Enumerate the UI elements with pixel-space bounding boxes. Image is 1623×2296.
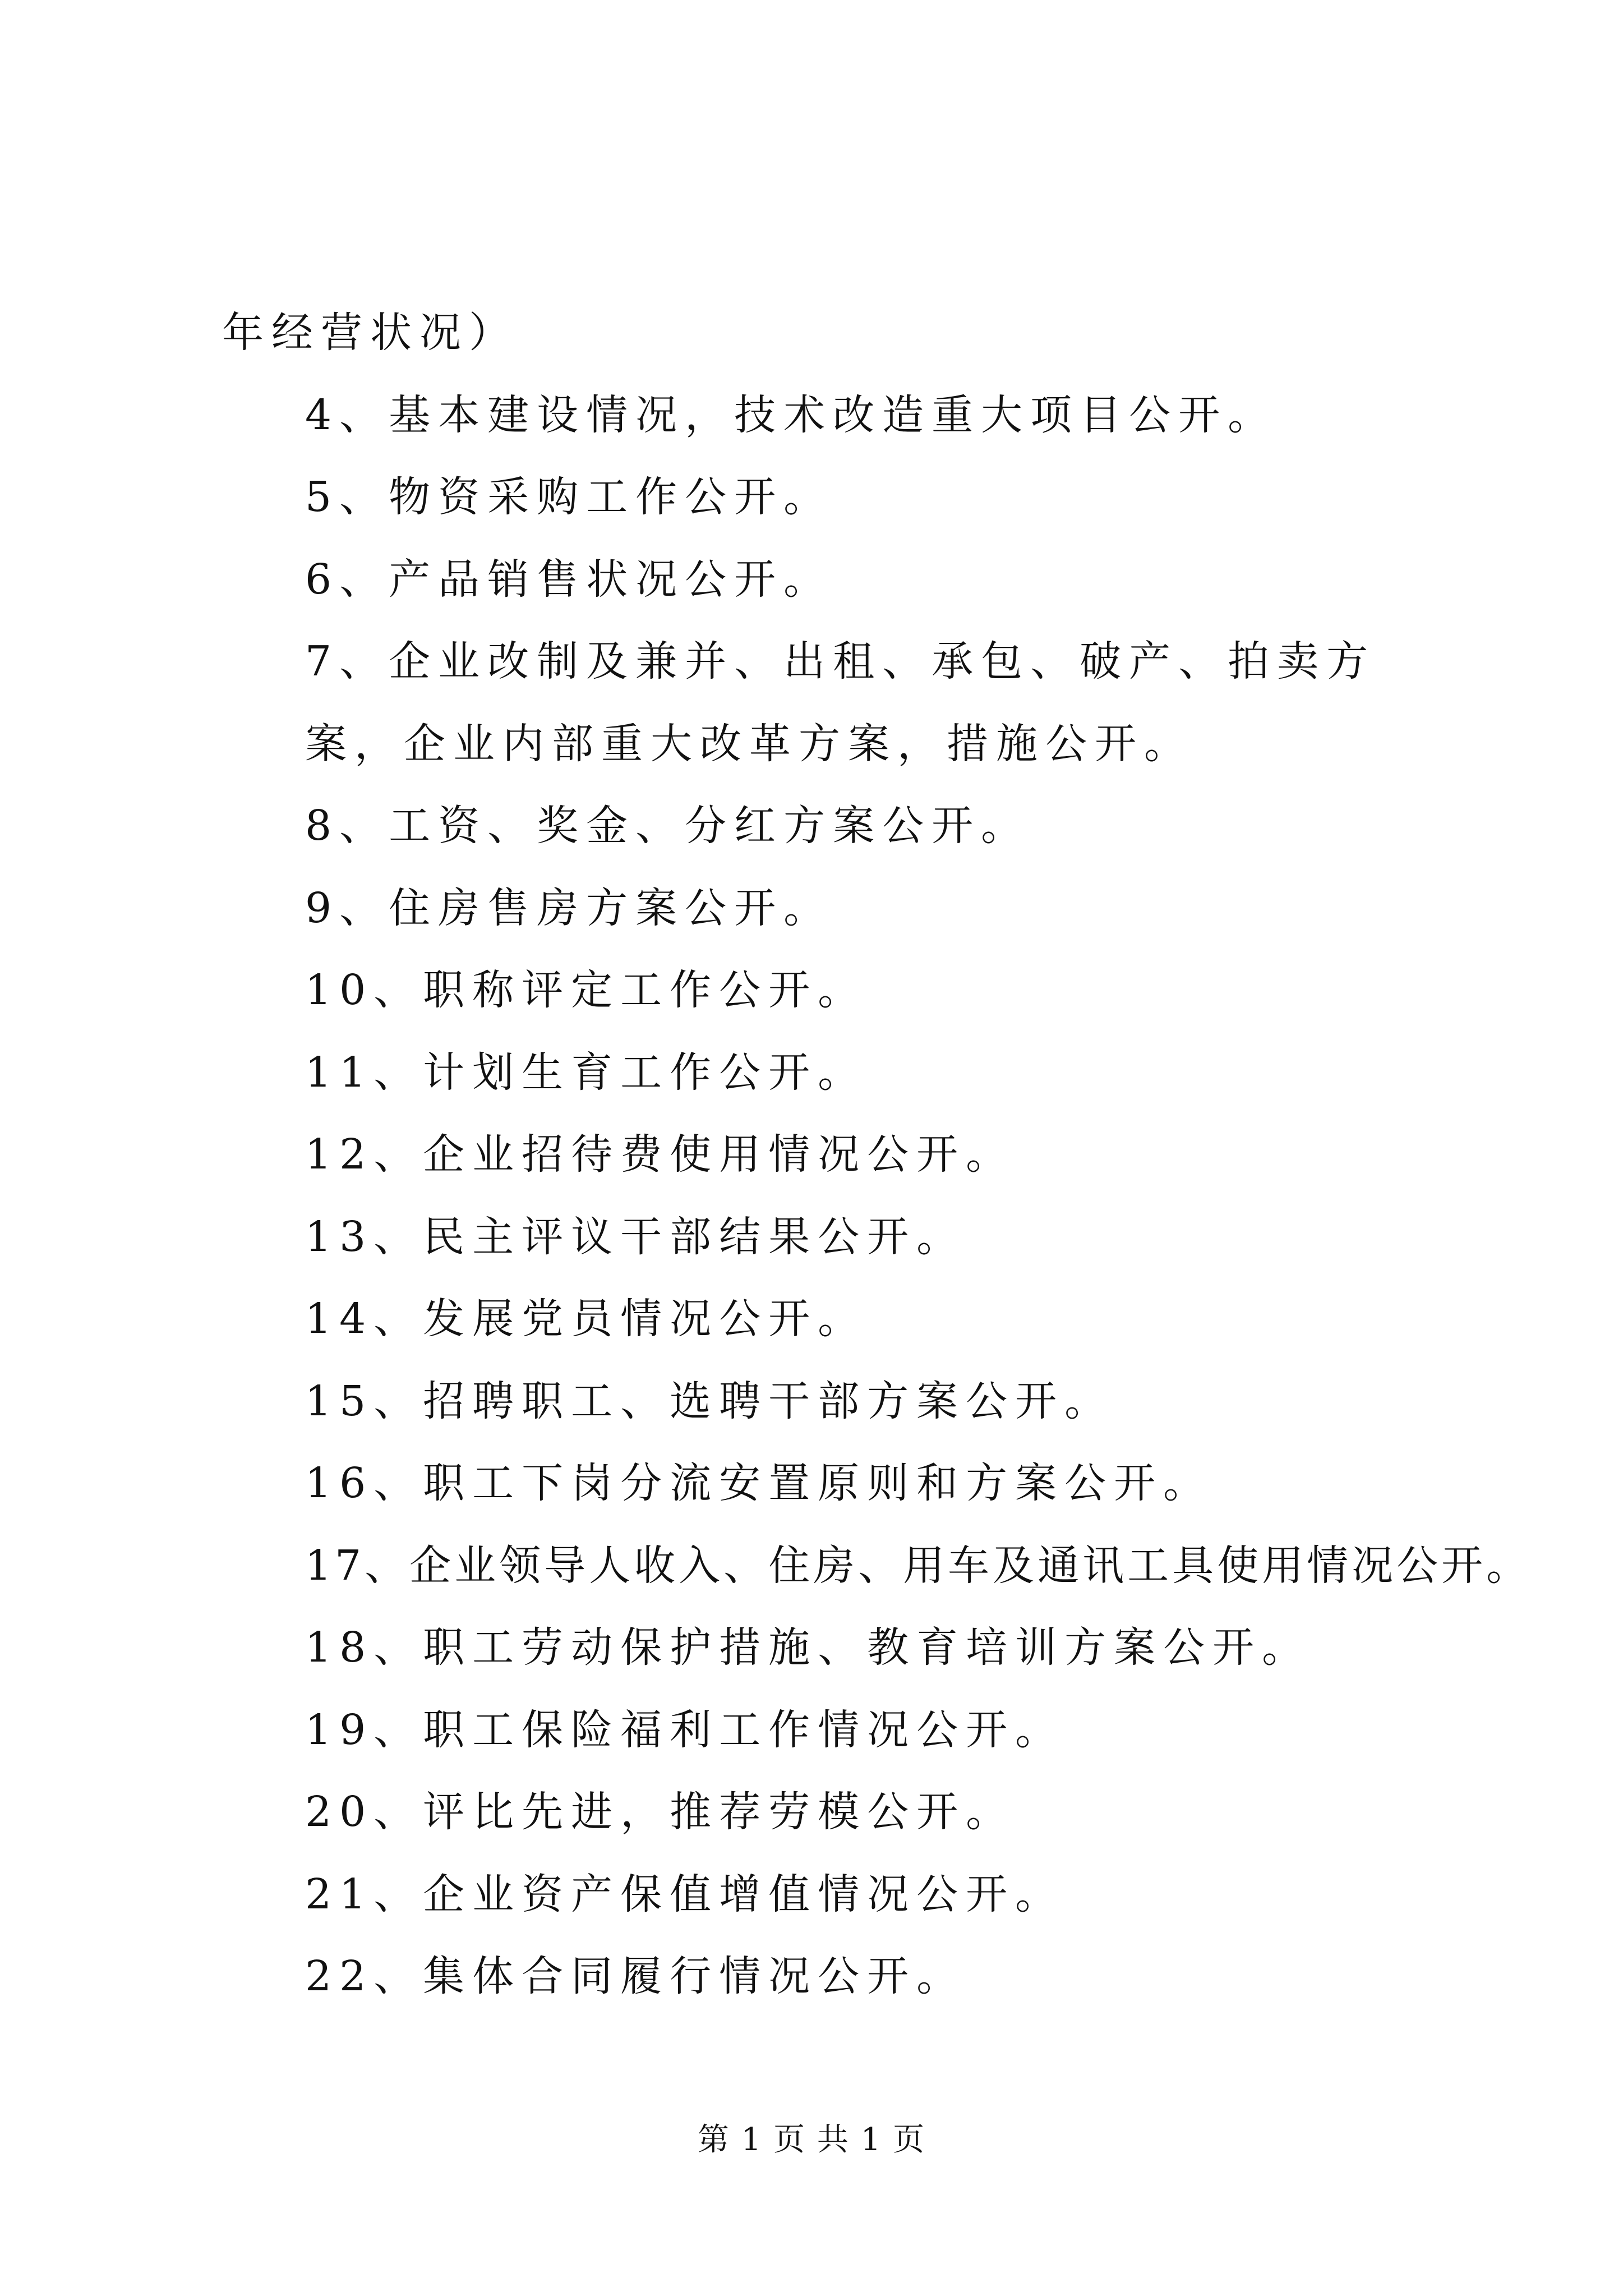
list-item: 21、企业资产保值增值情况公开。 — [305, 1870, 1065, 1918]
list-item: 14、发展党员情况公开。 — [305, 1295, 868, 1343]
list-item: 13、民主评议干部结果公开。 — [305, 1212, 966, 1261]
list-item: 11、计划生育工作公开。 — [305, 1048, 868, 1097]
paragraph-continuation: 年经营状况） — [222, 309, 518, 357]
document-body — [222, 292, 1532, 2018]
list-item: 17、企业领导人收入、住房、用车及通讯工具使用情况公开。 — [305, 1541, 1532, 1590]
list-item: 22、集体合同履行情况公开。 — [305, 1952, 966, 2000]
list-item: 19、职工保险福利工作情况公开。 — [305, 1705, 1065, 1754]
list-item: 6、产品销售状况公开。 — [305, 555, 833, 604]
list-item: 8、工资、奖金、分红方案公开。 — [305, 802, 1031, 850]
list-item: 10、职称评定工作公开。 — [305, 966, 868, 1014]
list-item: 4、基本建设情况，技术改造重大项目公开。 — [305, 390, 1278, 439]
list-item: 7、企业改制及兼并、出租、承包、破产、拍卖方案，企业内部重大改革方案，措施公开。 — [305, 637, 1376, 768]
list-item: 18、职工劳动保护措施、教育培训方案公开。 — [305, 1623, 1312, 1672]
page-footer: 第 1 页 共 1 页 — [697, 2122, 926, 2158]
list-item: 20、评比先进，推荐劳模公开。 — [305, 1788, 1016, 1836]
list-item: 9、住房售房方案公开。 — [305, 884, 833, 932]
list-item: 15、招聘职工、选聘干部方案公开。 — [305, 1377, 1114, 1425]
list-item: 16、职工下岗分流安置原则和方案公开。 — [305, 1459, 1213, 1507]
list-item: 12、企业招待费使用情况公开。 — [305, 1130, 1016, 1179]
list-item: 5、物资采购工作公开。 — [305, 473, 833, 521]
